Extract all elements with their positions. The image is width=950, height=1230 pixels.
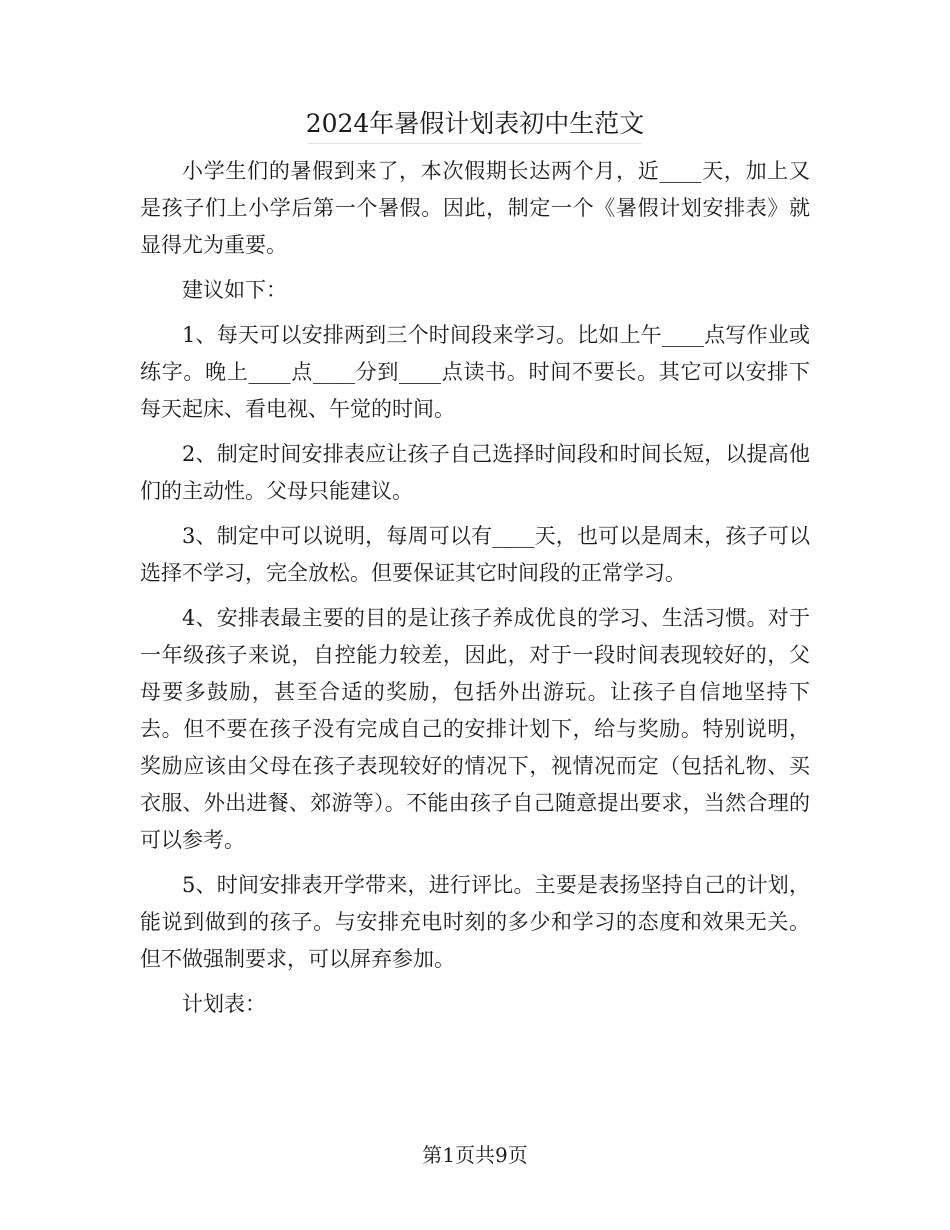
paragraph-item-5: 5、时间安排表开学带来，进行评比。主要是表扬坚持自己的计划，能说到做到的孩子。与安排充电时刻的多少和学习的态度和效果无关。但不做强制要求，可以屏弃参加。: [140, 873, 810, 971]
page-number-footer: 第1页共9页: [422, 1143, 528, 1167]
title-underline: [308, 143, 642, 144]
paragraph-item-4: 4、安排表最主要的目的是让孩子养成优良的学习、生活习惯。对于一年级孩子来说，自控能力较差，因此，对于一段时间表现较好的，父母要多鼓励，甚至合适的奖励，包括外出游玩。让孩子自信地坚持下去。但不要在孩子没有完成自己的安排计划下，给与奖励。特别说明，奖励应该由父母在孩子表现较好的情况下，视情况而定（包括礼物、买衣服、外出进餐、郊游等）。不能由孩子自己随意提出要求，当然合理的可以参考。: [140, 606, 810, 852]
document-body: [140, 153, 810, 1031]
paragraph-item-2: 2、制定时间安排表应让孩子自己选择时间段和时间长短，以提高他们的主动性。父母只能建议。: [140, 442, 810, 503]
paragraph-intro: 小学生们的暑假到来了，本次假期长达两个月，近____天，加上又是孩子们上小学后第一个暑假。因此，制定一个《暑假计划安排表》就显得尤为重要。: [140, 159, 810, 257]
paragraph-suggestions-heading: 建议如下：: [182, 278, 287, 302]
document-title: 2024年暑假计划表初中生范文: [305, 109, 645, 138]
paragraph-plan-heading: 计划表：: [182, 992, 266, 1016]
paragraph-item-1: 1、每天可以安排两到三个时间段来学习。比如上午____点写作业或练字。晚上____点____分到____点读书。时间不要长。其它可以安排下每天起床、看电视、午觉的时间。: [140, 323, 810, 421]
paragraph-item-3: 3、制定中可以说明，每周可以有____天，也可以是周末，孩子可以选择不学习，完全放松。但要保证其它时间段的正常学习。: [140, 524, 810, 585]
